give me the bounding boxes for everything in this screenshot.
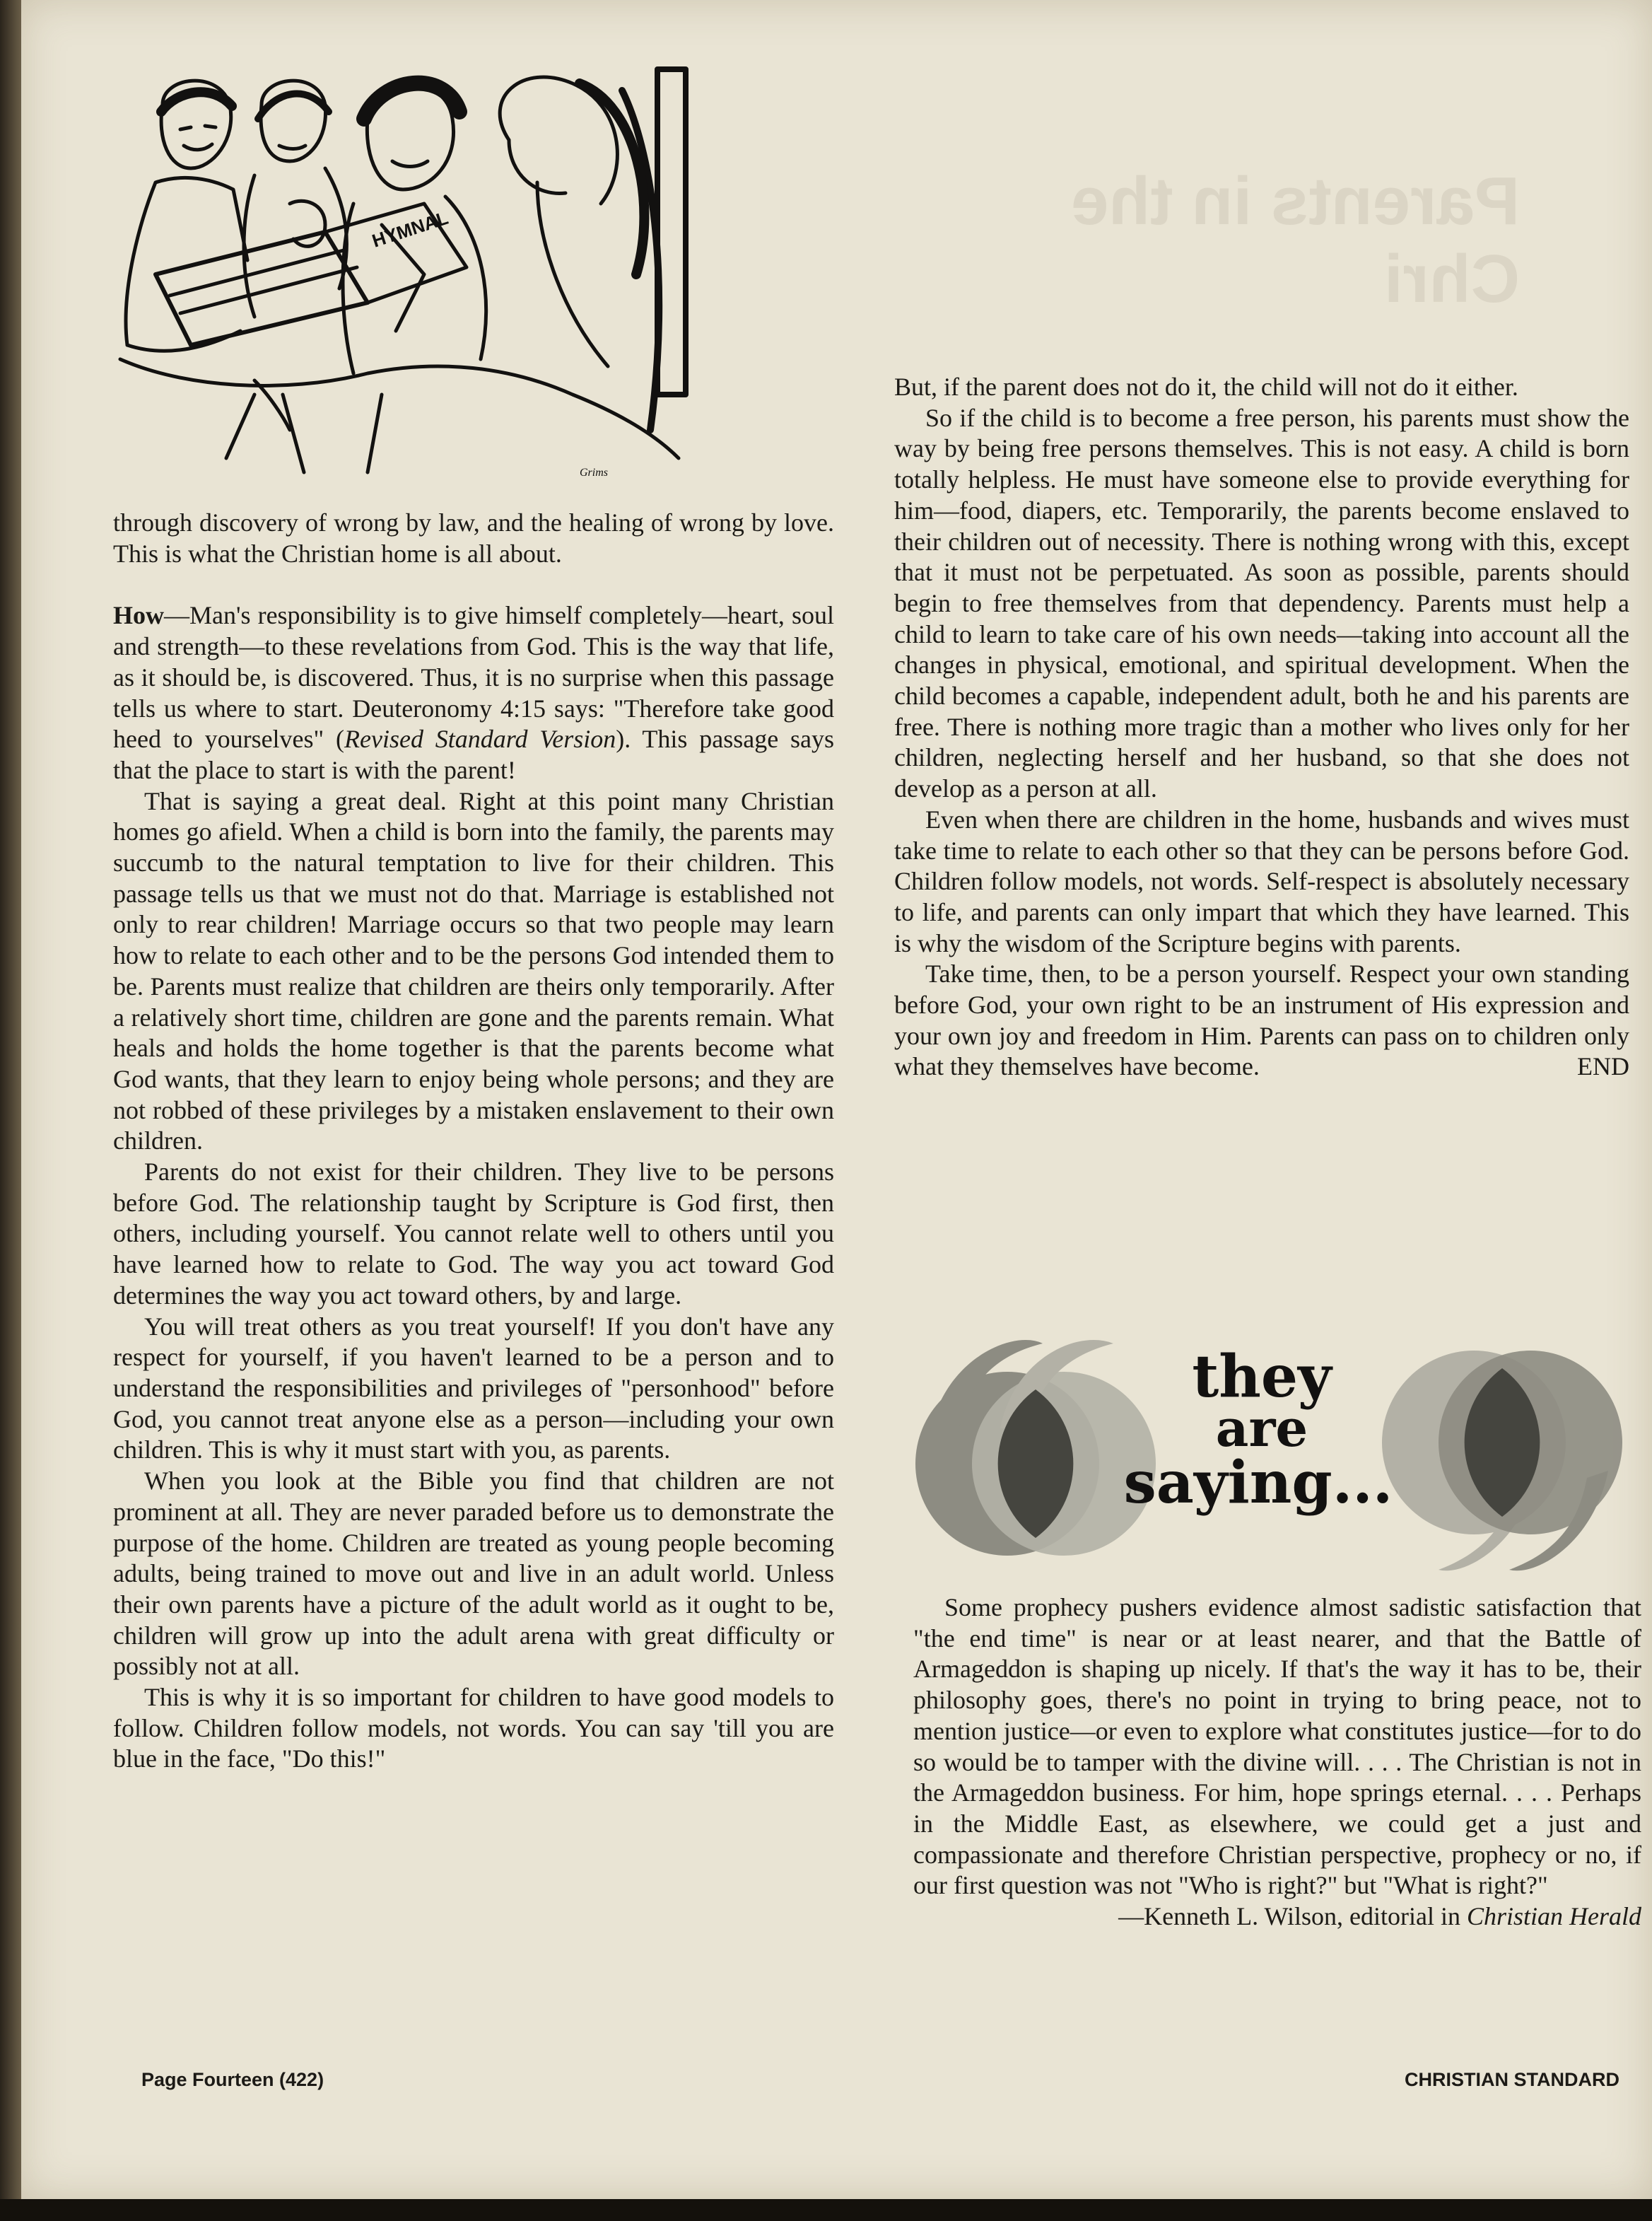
page-number-label: Page Fourteen (422)	[141, 2069, 324, 2090]
sidebar-quote	[913, 1592, 1641, 1933]
how-paragraph: How—Man's responsibility is to give himself completely—heart, soul and strength—to these revelations from God. This is the way that life, as it should be, is discovered. Thus, it is no surprise when this passage tells us where to start. Deuteronomy 4:15 says: "Therefore take good heed to yourselves" (Revised Standard Version). This passage says that the place to start is with the parent!	[113, 601, 834, 784]
attribution-source: Christian Herald	[1466, 1902, 1641, 1931]
body-paragraph: Parents do not exist for their children. They live to be persons before God. The relationship taught by Scripture is God first, then others, including yourself. You cannot relate well to others until you have learned how to relate to God. The way you act toward God determines the way you act toward others, by and large.	[113, 1158, 834, 1310]
publication-name: CHRISTIAN STANDARD	[1405, 2069, 1619, 2090]
heading-word-they: they	[1192, 1343, 1332, 1411]
hymnal-book-title: HYMNAL	[369, 206, 451, 252]
show-through-text: Parents in the Chri	[1071, 163, 1520, 317]
quote-attribution: —Kenneth L. Wilson, editorial in Christian Herald	[1118, 1902, 1641, 1931]
intro-paragraph: through discovery of wrong by law, and the healing of wrong by love. This is what the Christian home is all about.	[113, 508, 834, 568]
body-paragraph: When you look at the Bible you find that children are not prominent at all. They are never paraded before us to demonstrate the purpose of the home. Children are treated as young people becoming adults, being trained to move out and live in an adult world. Unless their own parents have a picture of the adult world as it ought to be, children will grow up into the adult arena with great difficulty or possibly not at all.	[113, 1467, 834, 1681]
heading-word-saying: saying...	[1123, 1449, 1393, 1517]
closing-paragraph: Take time, then, to be a person yourself. Respect your own standing before God, your own right to be an instrument of His expression and your own joy and freedom in Him. Parents can pass on to children only what they themselves have become. END	[894, 959, 1629, 1083]
page-binding-edge	[0, 0, 21, 2221]
body-paragraph: This is why it is so important for children to have good models to follow. Children follow models, not words. You can say 'till you are blue in the face, "Do this!"	[113, 1683, 834, 1773]
bible-version: Revised Standard Version	[344, 725, 616, 754]
magazine-page	[21, 0, 1652, 2199]
how-lead-in: How	[113, 601, 164, 630]
heading-word-are: are	[1215, 1398, 1308, 1458]
left-article-column	[113, 508, 834, 1775]
body-paragraph: That is saying a great deal. Right at this point many Christian homes go afield. When a child is born into the family, the parents may succumb to the natural temptation to live for their children. This passage tells us that we must not do that. Marriage is established not only to rear children! Marriage occurs so that two people may learn how to relate to each other and to be the persons God intended them to be. Parents must realize that children are theirs only temporarily. After a relatively short time, children are gone and the parents remain. What heals and holds the home together is that the parents become what God wants, that they learn to enjoy being whole persons; and they are not robbed of these privileges by a mistaken enslavement to their own children.	[113, 786, 834, 1155]
family-reading-illustration	[113, 62, 693, 479]
body-paragraph: Even when there are children in the home, husbands and wives must take time to relate to each other so that they can be persons before God. Children follow models, not words. Self-respect is absolutely necessary to life, and parents can only impart that which they have learned. This is why the wisdom of the Scripture begins with parents.	[894, 805, 1629, 957]
body-paragraph: You will treat others as you treat yourself! If you don't have any respect for yourself, if you haven't learned to be a person and to understand the responsibilities and privileges of "personhood" before God, you cannot treat anyone else as a person—including your own children. This is why it must start with you, as parents.	[113, 1312, 834, 1464]
end-mark: END	[1577, 1052, 1629, 1081]
artist-signature: Grims	[580, 467, 609, 479]
they-are-saying-heading-graphic	[901, 1329, 1651, 1577]
quote-text: Some prophecy pushers evidence almost sadistic satisfaction that "the end time" is near or at least nearer, and that the Battle of Armageddon is shaping up nicely. If that's the way it has to be, their philosophy goes, there's no point in trying to bring peace, not to mention justice—or even to explore what constitutes justice—for to do so would be to tamper with the divine will. . . . The Christian is not in the Armageddon business. For him, hope springs eternal. . . . Perhaps in the Middle East, as elsewhere, we could get a just and compassionate and therefore Christian perspective, prophecy or no, if our first question was not "Who is right?" but "What is right?"	[913, 1593, 1641, 1900]
body-paragraph: So if the child is to become a free person, his parents must show the way by being free persons themselves. This is not easy. A child is born totally helpless. He must have someone else to provide everything for him—food, diapers, etc. Temporarily, the parents become enslaved to their children out of necessity. There is nothing wrong with this, except that it must not be perpetuated. As soon as possible, parents should begin to free themselves from that dependency. Parents must help a child to learn to take care of his own needs—taking into account all the changes in physical, emotional, and spiritual development. When the child becomes a capable, independent adult, both he and his parents are free. There is nothing more tragic than a mother who lives only for her children, neglecting herself and her husband, so that she does not develop as a person at all.	[894, 403, 1629, 803]
right-article-column	[894, 372, 1629, 1083]
body-paragraph: But, if the parent does not do it, the child will not do it either.	[894, 373, 1518, 401]
page-bottom-edge	[0, 2199, 1652, 2221]
